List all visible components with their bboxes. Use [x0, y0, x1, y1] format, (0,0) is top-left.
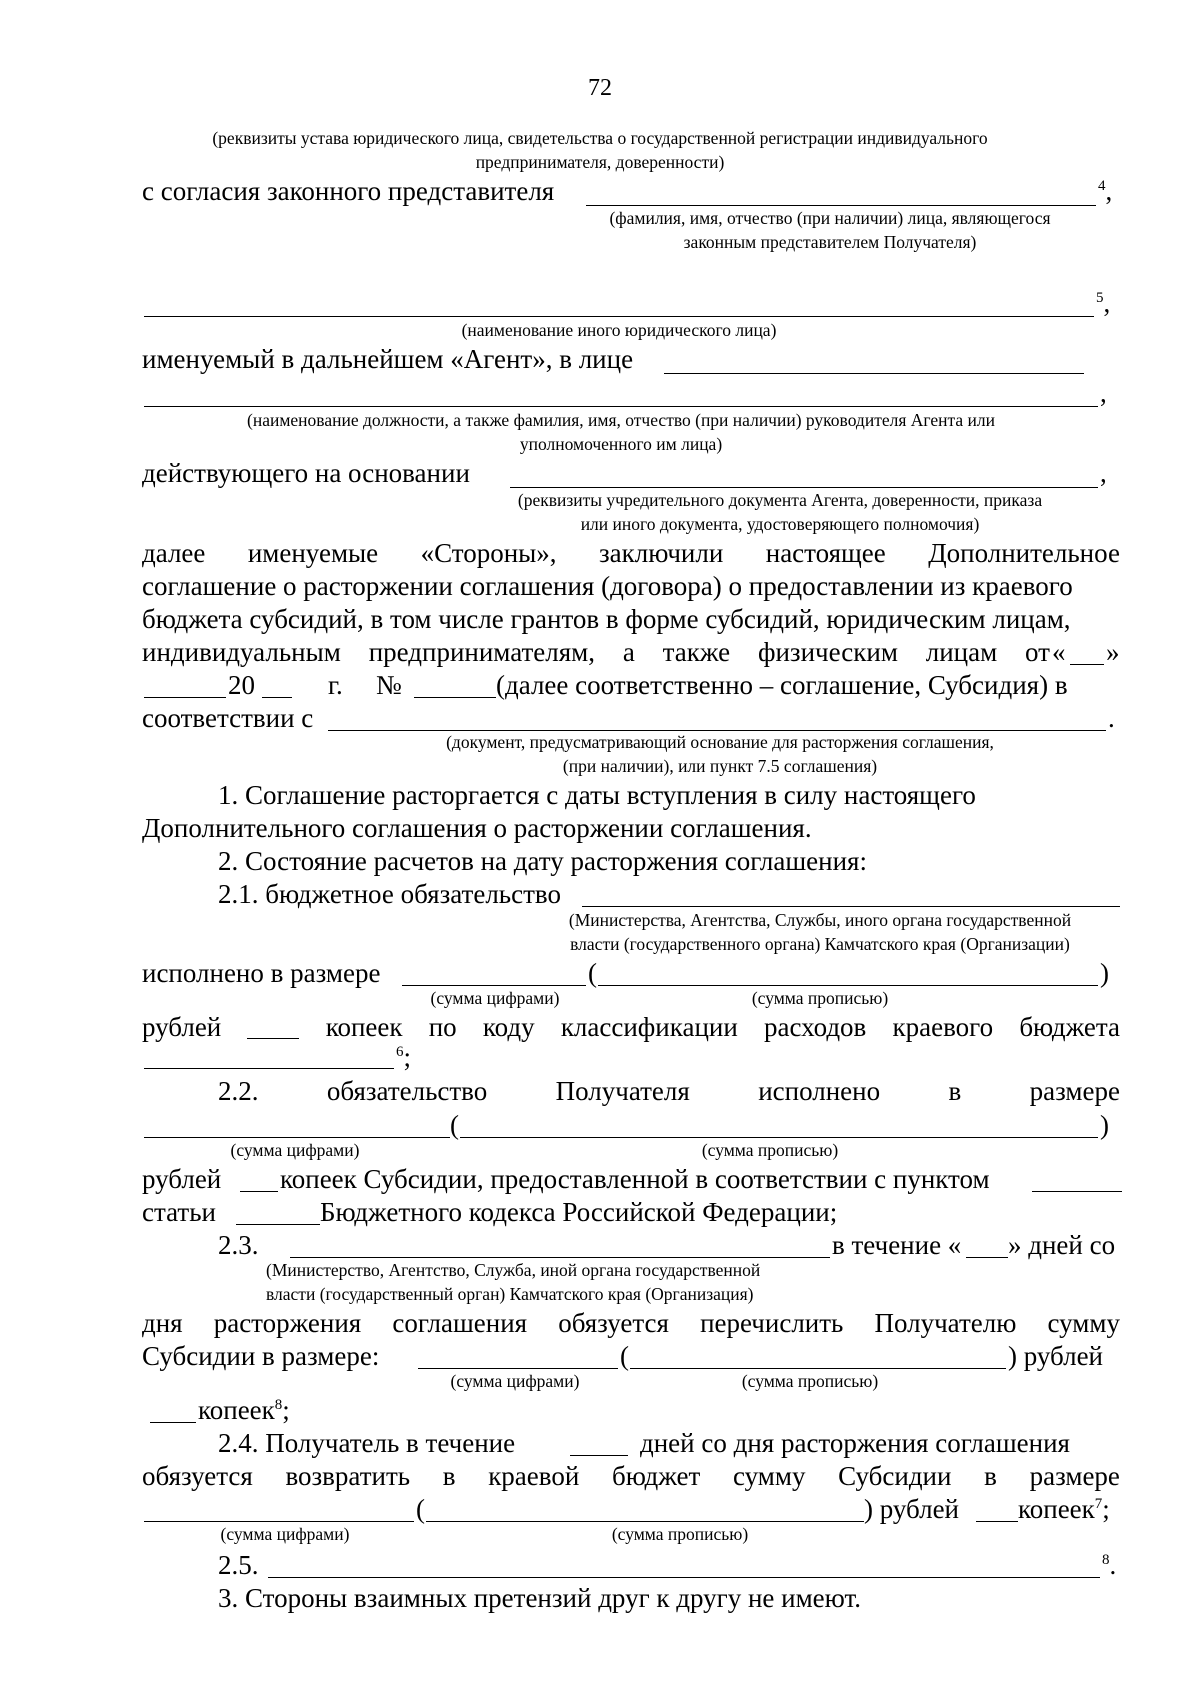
note-authority-2-3-cont: власти (государственный орган) Камчатского края (Организация) [266, 1284, 754, 1304]
kopecks-blank [240, 1191, 278, 1192]
date-month-blank [144, 697, 226, 698]
note-authority-cont: власти (государственного органа) Камчатского края (Организации) [570, 934, 1070, 954]
subsidy-amount-label: Субсидии в размере: [142, 1341, 380, 1371]
kopecks-blank [247, 1014, 299, 1039]
rubles-classification-line: рублей копеек по коду классификации расходов краевого бюджета [142, 1012, 1120, 1042]
return-rubles: ) рублей [864, 1494, 960, 1524]
subsidy-kopecks-blank [150, 1422, 196, 1423]
label-sum-words: (сумма прописью) [751, 988, 889, 1008]
note-charter-details-cont: предпринимателя, доверенности) [475, 152, 725, 172]
item-3: 3. Стороны взаимных претензий друг к другу не имеют. [218, 1583, 862, 1613]
item-2-5-footnote: $^8$. [1102, 1550, 1117, 1580]
recipient-sum-words-blank [460, 1137, 1098, 1138]
consent-label: с согласия законного представителя [142, 176, 555, 206]
accordance-label: соответствии с [142, 703, 314, 733]
page-number: 72 [588, 75, 612, 101]
agreement-number-blank [414, 697, 496, 698]
note-termination-basis-cont: (при наличии), или пункт 7.5 соглашения) [562, 756, 878, 776]
note-other-entity: (наименование иного юридического лица) [461, 320, 777, 340]
return-kopecks-blank [976, 1521, 1018, 1522]
item-1-line1: 1. Соглашение расторгается с даты вступления в силу настоящего [218, 780, 976, 810]
acting-basis-blank [510, 487, 1098, 488]
para-parties-line3: бюджета субсидий, в том числе грантов в форме субсидий, юридическим лицам, [142, 604, 1071, 634]
para-parties-line5: (далее соответственно – соглашение, Субсидия) в [496, 670, 1068, 700]
article-number-blank [236, 1224, 320, 1225]
label-sum-words: (сумма прописью) [701, 1140, 839, 1160]
legal-rep-blank [586, 205, 1096, 206]
note-authority: (Министерства, Агентства, Службы, иного органа государственной [568, 910, 1072, 930]
point-number-blank [1032, 1191, 1122, 1192]
budget-code-text: Бюджетного кодекса Российской Федерации; [320, 1197, 838, 1227]
item-2: 2. Состояние расчетов на дату расторжения соглашения: [218, 846, 867, 876]
date-close-quote: » [1106, 637, 1120, 667]
rubles-label: рублей [142, 1164, 222, 1194]
acting-label: действующего на основании [142, 458, 470, 488]
return-sum-words-blank [426, 1521, 864, 1522]
note-agent-position-cont: уполномоченного им лица) [519, 434, 723, 454]
open-paren: ( [450, 1110, 459, 1140]
other-entity-blank [144, 316, 1094, 317]
subsidy-sum-words-blank [630, 1368, 1006, 1369]
item-2-5-label: 2.5. [218, 1550, 259, 1580]
label-sum-digits: (сумма цифрами) [450, 1371, 580, 1391]
item-1-line2: Дополнительного соглашения о расторжении соглашения. [142, 813, 812, 843]
close-paren: ) [1100, 1110, 1109, 1140]
open-paren: ( [588, 958, 597, 988]
consent-footnote: $^4$, [1098, 176, 1113, 206]
item-2-4-end: дней со дня расторжения соглашения [640, 1428, 1070, 1458]
para-parties-line2: соглашение о расторжении соглашения (договора) о предоставлении из краевого [142, 571, 1073, 601]
number-sign: № [376, 670, 402, 700]
para-parties-line1: далее именуемые «Стороны», заключили настоящее Дополнительное [142, 538, 1120, 568]
date-year-blank [262, 697, 292, 698]
termination-basis-blank [328, 730, 1106, 731]
item-2-4-start: 2.4. Получатель в течение [218, 1428, 516, 1458]
label-sum-digits: (сумма цифрами) [230, 1140, 360, 1160]
item-2-2-line1: 2.2. обязательство Получателя исполнено в размере [218, 1076, 1120, 1106]
term-open: в течение « [832, 1230, 962, 1260]
agent-position-blank [144, 406, 1098, 407]
note-termination-basis: (документ, предусматривающий основание для расторжения соглашения, [446, 732, 994, 752]
date-year-suffix: г. [328, 670, 343, 700]
note-authority-2-3: (Министерство, Агентство, Служба, иной органа государственной [266, 1260, 761, 1280]
note-legal-rep-cont: законным представителем Получателя) [683, 232, 977, 252]
subsidy-kopecks: копеек$^8$; [198, 1395, 290, 1425]
recipient-sum-digits-blank [144, 1137, 450, 1138]
subsidy-sum-digits-blank [418, 1368, 618, 1369]
date-day-blank [1070, 664, 1104, 665]
date-open-quote: « [1052, 637, 1066, 667]
label-sum-words: (сумма прописью) [611, 1524, 749, 1544]
agent-person-blank [664, 373, 1084, 374]
item-2-5-blank [268, 1577, 1100, 1578]
note-legal-rep: (фамилия, имя, отчество (при наличии) лица, являющегося [609, 208, 1051, 228]
note-charter-details: (реквизиты устава юридического лица, свидетельства о государственной регистрации индивидуального [212, 128, 988, 148]
authority-2-3-blank [290, 1257, 830, 1258]
subsidy-point-text: копеек Субсидии, предоставленной в соответствии с пунктом [280, 1164, 990, 1194]
open-paren: ( [416, 1494, 425, 1524]
return-kopecks: копеек$^7$; [1018, 1494, 1110, 1524]
note-agent-position: (наименование должности, а также фамилия, имя, отчество (при наличии) руководителя Агента или [247, 410, 995, 430]
executed-sum-digits-blank [402, 985, 586, 986]
term-days-blank [966, 1257, 1008, 1258]
date-year-prefix: 20 [228, 670, 255, 700]
item-2-3-line2: дня расторжения соглашения обязуется перечислить Получателю сумму [142, 1308, 1120, 1338]
label-sum-digits: (сумма цифрами) [220, 1524, 350, 1544]
budget-authority-blank [582, 906, 1120, 907]
classification-footnote: $^6$; [396, 1042, 412, 1072]
item-2-1-label: 2.1. бюджетное обязательство [218, 879, 561, 909]
term-days-text: » дней со [1008, 1230, 1116, 1260]
item-2-4-line2: обязуется возвратить в краевой бюджет сумму Субсидии в размере [142, 1461, 1120, 1491]
agent-comma: , [1100, 378, 1107, 408]
other-entity-footnote: $^5$, [1096, 288, 1111, 318]
executed-amount-label: исполнено в размере [142, 958, 381, 988]
close-paren: ) [1100, 958, 1109, 988]
label-sum-digits: (сумма цифрами) [430, 988, 560, 1008]
open-paren: ( [620, 1341, 629, 1371]
subsidy-rubles: ) рублей [1008, 1341, 1104, 1371]
classification-code-blank [144, 1068, 394, 1069]
label-sum-words: (сумма прописью) [741, 1371, 879, 1391]
item-2-3-label: 2.3. [218, 1230, 259, 1260]
executed-sum-words-blank [598, 985, 1098, 986]
return-sum-digits-blank [144, 1521, 414, 1522]
acting-comma: , [1100, 458, 1107, 488]
accordance-dot: . [1108, 703, 1115, 733]
note-agent-basis-cont: или иного документа, удостоверяющего полномочия) [580, 514, 980, 534]
note-agent-basis: (реквизиты учредительного документа Агента, доверенности, приказа [517, 490, 1043, 510]
article-label: статьи [142, 1197, 216, 1227]
return-days-blank [570, 1455, 628, 1456]
para-parties-line4: индивидуальным предпринимателям, а также физическим лицам от [142, 637, 1050, 667]
agent-label: именуемый в дальнейшем «Агент», в лице [142, 344, 634, 374]
